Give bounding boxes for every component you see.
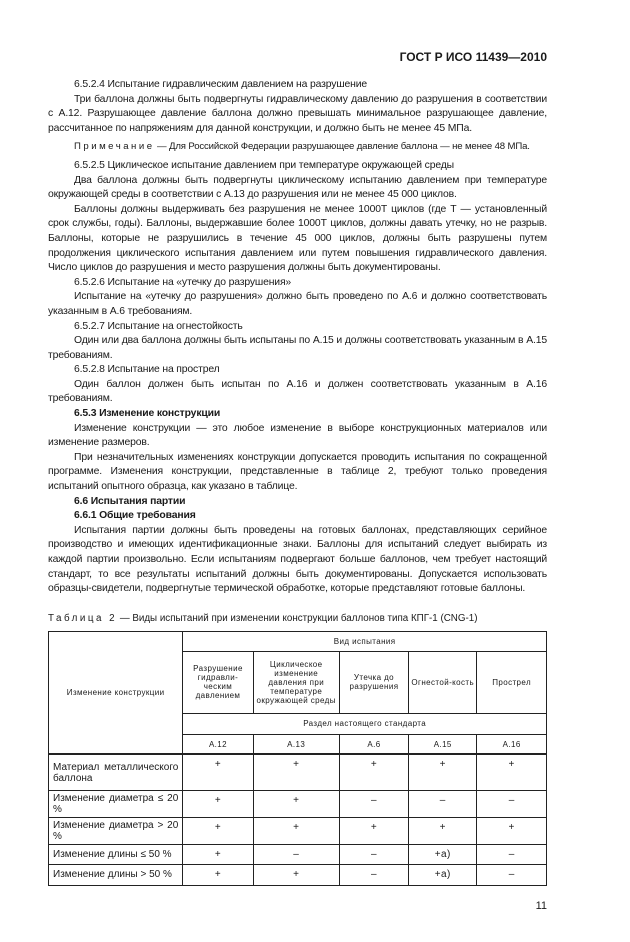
table-cell: – — [477, 844, 547, 864]
paragraph: Баллоны должны выдерживать без разрушения не менее 1000Т циклов (где Т — установленный срок службы, годы). Баллоны, выдержавшие более 1000Т циклов, должны давать утечку, но не разрыв. Баллоны, которые не разрушились в течение 45 000 циклов, должны быть разрушены путем продолжения циклического испытания давлением или путем повышения гидравлического давления. Число циклов до разрушения и место разрушения должны быть документированы. — [48, 203, 547, 274]
column-header: Утечка до разрушения — [339, 651, 408, 713]
section-ref: А.13 — [253, 734, 339, 754]
column-header: Прострел — [477, 651, 547, 713]
paragraph: Два баллона должны быть подвергнуты циклическому испытанию давлением при температуре окружающей среды в соответствии с А.13 до разрушения или не менее 45 000 циклов. — [48, 174, 547, 201]
table-cell: + — [183, 754, 253, 790]
paragraph: При незначительных изменениях конструкции допускается проводить испытания по сокращенной программе. Изменения конструкции, представленные в таблице 2, требуют только проведения испытаний опытного образца, как указано в таблице. — [48, 451, 547, 493]
table-cell: + — [477, 754, 547, 790]
section-heading: 6.5.3 Изменение конструкции — [74, 408, 221, 420]
column-header: Огнестой-кость — [409, 651, 477, 713]
table-cell: + — [339, 817, 408, 844]
column-header: Разрушение гидравли-ческим давлением — [183, 651, 253, 713]
page-number: 11 — [535, 899, 547, 912]
table-row — [49, 817, 547, 844]
row-label: Изменение диаметра ≤ 20 % — [49, 790, 183, 817]
table-cell: + — [409, 754, 477, 790]
section-ref: А.6 — [339, 734, 408, 754]
row-label: Изменение длины > 50 % — [49, 864, 183, 885]
page-content — [48, 0, 547, 942]
table-cell: – — [477, 790, 547, 817]
paragraph: Испытание на «утечку до разрушения» должно быть проведено по А.6 и должно соответствовать указанным в А.6 требованиям. — [48, 291, 547, 317]
section-header: Раздел настоящего стандарта — [183, 713, 547, 734]
table-cell: + — [409, 817, 477, 844]
paragraph: 6.5.2.4 Испытание гидравлическим давлением на разрушение — [74, 79, 367, 90]
document-header: ГОСТ Р ИСО 11439—2010 — [399, 50, 547, 64]
table-cell: + — [253, 754, 339, 790]
row-label: Изменение диаметра > 20 % — [49, 817, 183, 844]
table-cell: +a) — [409, 864, 477, 885]
table-cell: – — [339, 864, 408, 885]
section-heading: 6.6 Испытания партии — [74, 495, 186, 507]
table-cell: + — [339, 754, 408, 790]
table-cell: + — [253, 864, 339, 885]
table-cell: + — [183, 790, 253, 817]
table-cell: + — [477, 817, 547, 844]
table-cell: +a) — [409, 844, 477, 864]
row-label: Изменение длины ≤ 50 % — [49, 844, 183, 864]
table-cell: – — [253, 844, 339, 864]
corner-header: Изменение конструкции — [49, 631, 183, 754]
table-cell: – — [339, 844, 408, 864]
row-label: Материал металлического баллона — [49, 754, 183, 790]
table-cell: + — [183, 844, 253, 864]
document-body — [48, 78, 547, 597]
paragraph: 6.5.2.5 Циклическое испытание давлением при температуре окружающей среды — [74, 159, 454, 171]
paragraph: Один или два баллона должны быть испытаны по А.15 и должны соответствовать указанным в А.15 требованиям. — [48, 335, 547, 361]
table-row — [49, 844, 547, 864]
table-row — [49, 864, 547, 885]
section-ref: А.16 — [477, 734, 547, 754]
table-cell: – — [477, 864, 547, 885]
paragraph: Один баллон должен быть испытан по А.16 и должен соответствовать указанным в А.16 требованиям. — [48, 378, 547, 405]
table-cell: + — [253, 817, 339, 844]
table-row — [49, 790, 547, 817]
paragraph: Три баллона должны быть подвергнуты гидравлическому давлению до разрушения в соответствии с А.12. Разрушающее давление баллона должно превышать минимальное разрушающее давление, рассчитанное по напряжениям для данной конструкции, и должно быть не менее 45 МПа. — [48, 93, 547, 134]
paragraph: 6.5.2.7 Испытание на огнестойкость — [74, 320, 243, 332]
column-header: Циклическое изменение давления при температуре окружающей среды — [253, 651, 339, 713]
paragraph: 6.5.2.6 Испытание на «утечку до разрушения» — [74, 276, 292, 288]
table-cell: + — [183, 864, 253, 885]
table-cell: + — [183, 817, 253, 844]
paragraph: Изменение конструкции — это любое изменение в выборе конструкционных материалов или изменение размеров. — [48, 422, 547, 449]
section-ref: А.12 — [183, 734, 253, 754]
paragraph: 6.5.2.8 Испытание на прострел — [74, 364, 220, 376]
table-caption: Таблица 2 — Виды испытаний при изменении конструкции баллонов типа КПГ-1 (CNG-1) — [48, 612, 478, 624]
section-ref: А.15 — [409, 734, 477, 754]
note: Примечание — Для Российской Федерации разрушающее давление баллона — не менее 48 МПа. — [74, 141, 530, 153]
table-cell: + — [253, 790, 339, 817]
paragraph: Испытания партии должны быть проведены на готовых баллонах, представляющих серийное производство и имеющих идентификационные знаки. Баллоны для испытаний следует выбирать из каждой партии произвольно. Если испытаниям подвергают больше баллонов, чем требует настоящий стандарт, то все результаты испытаний должны быть документированы. Допускается использовать образцы-свидетели, подвергнутые термической обработке, которые представляют готовые баллоны. — [48, 524, 547, 595]
tests-table — [48, 631, 547, 886]
section-heading: 6.6.1 Общие требования — [74, 510, 196, 522]
table-cell: – — [339, 790, 408, 817]
group-header: Вид испытания — [183, 631, 547, 651]
table-cell: – — [409, 790, 477, 817]
table-row — [49, 754, 547, 790]
